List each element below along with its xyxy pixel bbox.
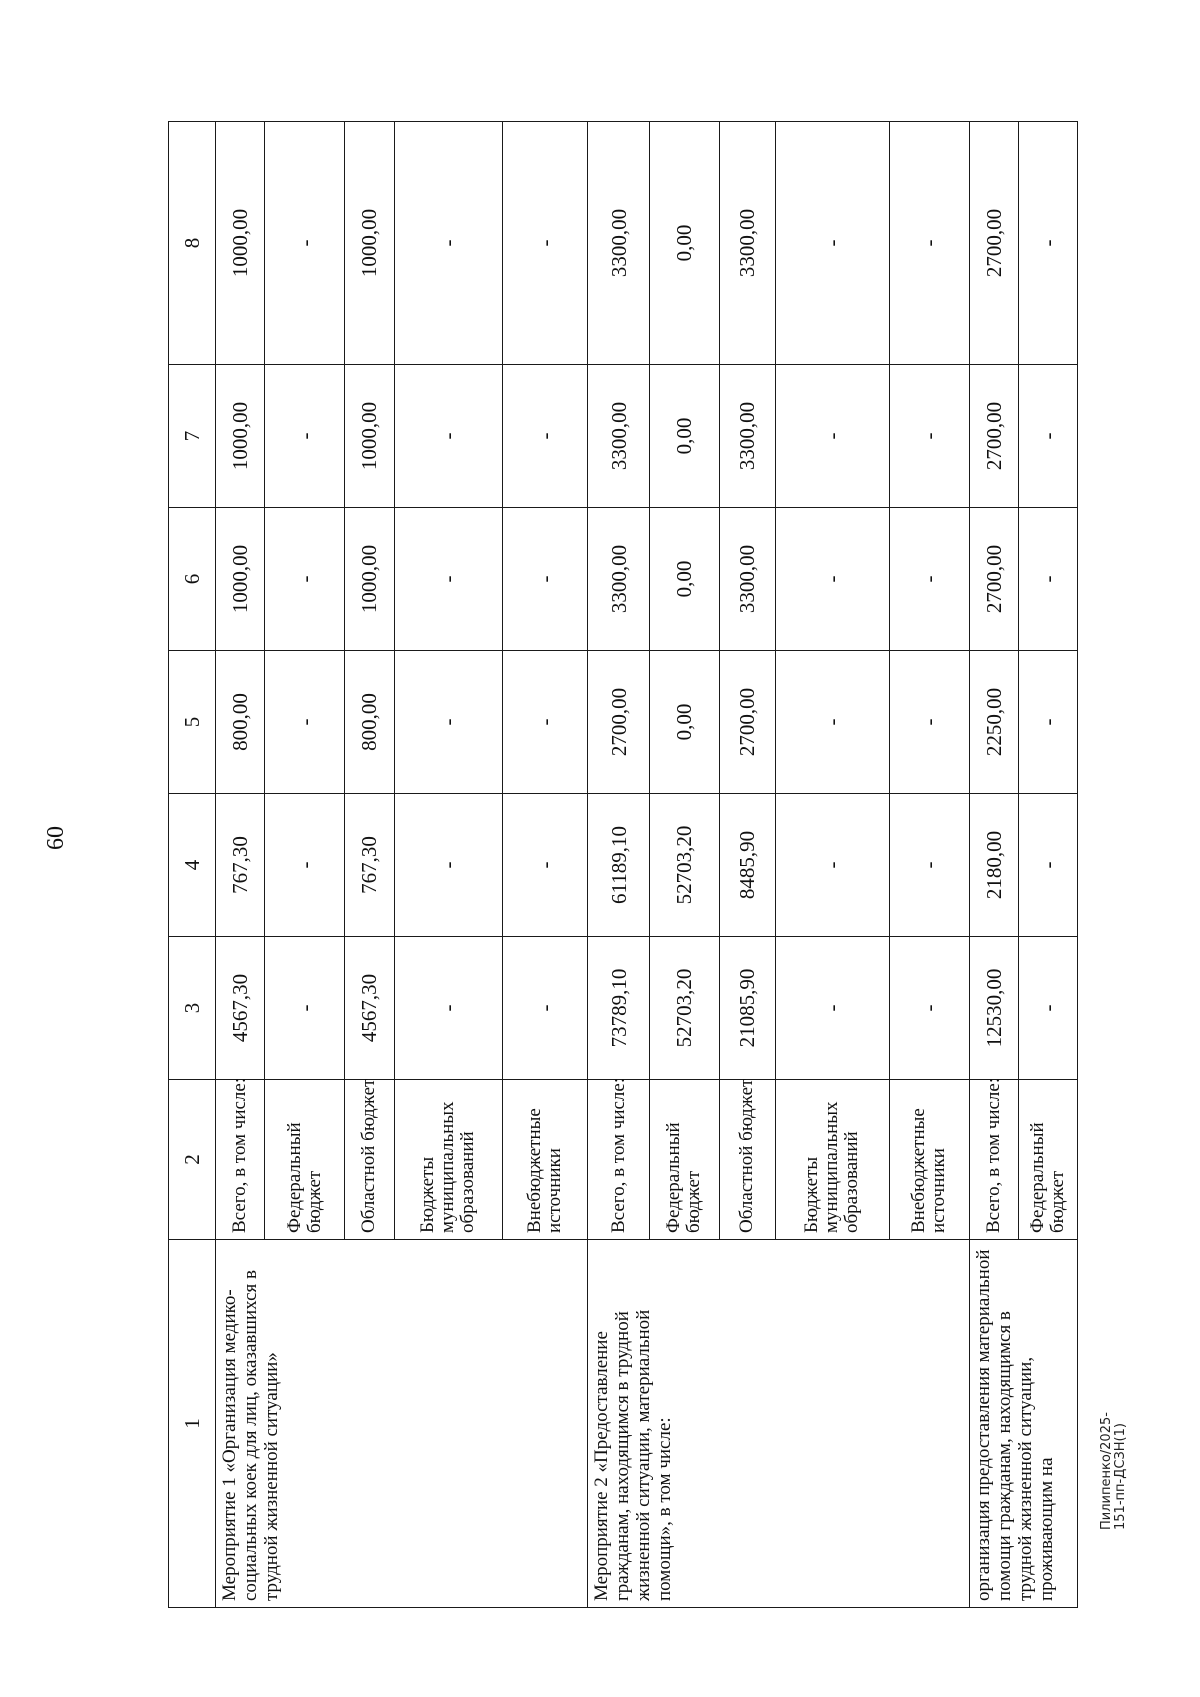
value-cell: 2700,00 <box>969 508 1018 651</box>
header-col-8: 8 <box>169 122 216 365</box>
value-cell: 1000,00 <box>345 365 394 508</box>
header-col-7: 7 <box>169 365 216 508</box>
header-col-5: 5 <box>169 651 216 794</box>
value-cell: 52703,20 <box>649 937 719 1080</box>
value-cell: 2180,00 <box>969 794 1018 937</box>
value-cell: 0,00 <box>649 651 719 794</box>
source-label: Бюджеты муниципальных образований <box>775 1080 889 1240</box>
value-cell: - <box>265 937 345 1080</box>
table-row <box>216 122 265 1608</box>
value-cell: - <box>889 794 969 937</box>
value-cell: - <box>394 365 502 508</box>
value-cell: - <box>265 508 345 651</box>
value-cell: 1000,00 <box>345 508 394 651</box>
value-cell: - <box>775 651 889 794</box>
budget-table-rotated <box>168 122 1078 1608</box>
value-cell: 61189,10 <box>588 794 649 937</box>
value-cell: 2700,00 <box>719 651 775 794</box>
value-cell: 2250,00 <box>969 651 1018 794</box>
value-cell: 3300,00 <box>588 122 649 365</box>
source-label: Областной бюджет <box>719 1080 775 1240</box>
value-cell: 800,00 <box>345 651 394 794</box>
document-footer-code: Пилипенко/2025-151-пп-ДСЗН(1) <box>1099 1412 1128 1530</box>
value-cell: - <box>394 508 502 651</box>
value-cell: 4567,30 <box>216 937 265 1080</box>
value-cell: - <box>1018 365 1077 508</box>
value-cell: - <box>265 651 345 794</box>
value-cell: 3300,00 <box>719 365 775 508</box>
value-cell: - <box>1018 122 1077 365</box>
value-cell: 1000,00 <box>216 365 265 508</box>
activity-2-name: Мероприятие 2 «Предоставление гражданам, находящимся в трудной жизненной ситуации, материальной помощи», в том числе: <box>588 1240 969 1608</box>
value-cell: 3300,00 <box>719 122 775 365</box>
value-cell: - <box>265 122 345 365</box>
value-cell: 800,00 <box>216 651 265 794</box>
source-label: Областной бюджет <box>345 1080 394 1240</box>
value-cell: - <box>1018 937 1077 1080</box>
value-cell: - <box>775 508 889 651</box>
source-label: Федеральный бюджет <box>265 1080 345 1240</box>
value-cell: - <box>503 122 588 365</box>
value-cell: 3300,00 <box>588 508 649 651</box>
source-label: Всего, в том числе: <box>216 1080 265 1240</box>
value-cell: - <box>394 122 502 365</box>
value-cell: 767,30 <box>216 794 265 937</box>
value-cell: - <box>265 365 345 508</box>
value-cell: - <box>1018 508 1077 651</box>
value-cell: 4567,30 <box>345 937 394 1080</box>
header-col-6: 6 <box>169 508 216 651</box>
value-cell: 767,30 <box>345 794 394 937</box>
value-cell: 2700,00 <box>969 122 1018 365</box>
activity-1-name: Мероприятие 1 «Организация медико-социальных коек для лиц, оказавшихся в трудной жизненной ситуации» <box>216 1240 588 1608</box>
value-cell: 8485,90 <box>719 794 775 937</box>
value-cell: - <box>1018 794 1077 937</box>
value-cell: 3300,00 <box>719 508 775 651</box>
page-number: 60 <box>43 826 69 850</box>
source-label: Внебюджетные источники <box>503 1080 588 1240</box>
source-label: Бюджеты муниципальных образований <box>394 1080 502 1240</box>
value-cell: 73789,10 <box>588 937 649 1080</box>
table-row <box>969 122 1018 1608</box>
value-cell: 52703,20 <box>649 794 719 937</box>
value-cell: 1000,00 <box>345 122 394 365</box>
header-row <box>169 122 216 1608</box>
value-cell: - <box>775 794 889 937</box>
value-cell: - <box>889 365 969 508</box>
value-cell: 0,00 <box>649 365 719 508</box>
header-col-3: 3 <box>169 937 216 1080</box>
value-cell: - <box>775 365 889 508</box>
source-label: Федеральный бюджет <box>1018 1080 1077 1240</box>
value-cell: - <box>1018 651 1077 794</box>
value-cell: - <box>889 651 969 794</box>
activity-3-name: организация предоставления материальной помощи гражданам, находящимся в трудной жизненной ситуации, проживающим на <box>969 1240 1078 1608</box>
value-cell: - <box>503 508 588 651</box>
header-col-4: 4 <box>169 794 216 937</box>
value-cell: - <box>394 937 502 1080</box>
value-cell: - <box>503 937 588 1080</box>
source-label: Федеральный бюджет <box>649 1080 719 1240</box>
value-cell: - <box>265 794 345 937</box>
header-col-2: 2 <box>169 1080 216 1240</box>
value-cell: - <box>889 122 969 365</box>
source-label: Всего, в том числе: <box>969 1080 1018 1240</box>
value-cell: - <box>394 794 502 937</box>
value-cell: - <box>394 651 502 794</box>
value-cell: - <box>775 937 889 1080</box>
value-cell: 21085,90 <box>719 937 775 1080</box>
value-cell: 3300,00 <box>588 365 649 508</box>
source-label: Внебюджетные источники <box>889 1080 969 1240</box>
source-label: Всего, в том числе: <box>588 1080 649 1240</box>
value-cell: - <box>503 365 588 508</box>
value-cell: - <box>775 122 889 365</box>
value-cell: 1000,00 <box>216 508 265 651</box>
header-col-1: 1 <box>169 1240 216 1608</box>
value-cell: - <box>503 651 588 794</box>
value-cell: 0,00 <box>649 508 719 651</box>
value-cell: - <box>503 794 588 937</box>
value-cell: 1000,00 <box>216 122 265 365</box>
value-cell: - <box>889 508 969 651</box>
budget-table <box>168 121 1078 1608</box>
value-cell: 2700,00 <box>588 651 649 794</box>
value-cell: 2700,00 <box>969 365 1018 508</box>
value-cell: 12530,00 <box>969 937 1018 1080</box>
value-cell: - <box>889 937 969 1080</box>
value-cell: 0,00 <box>649 122 719 365</box>
table-row <box>588 122 649 1608</box>
